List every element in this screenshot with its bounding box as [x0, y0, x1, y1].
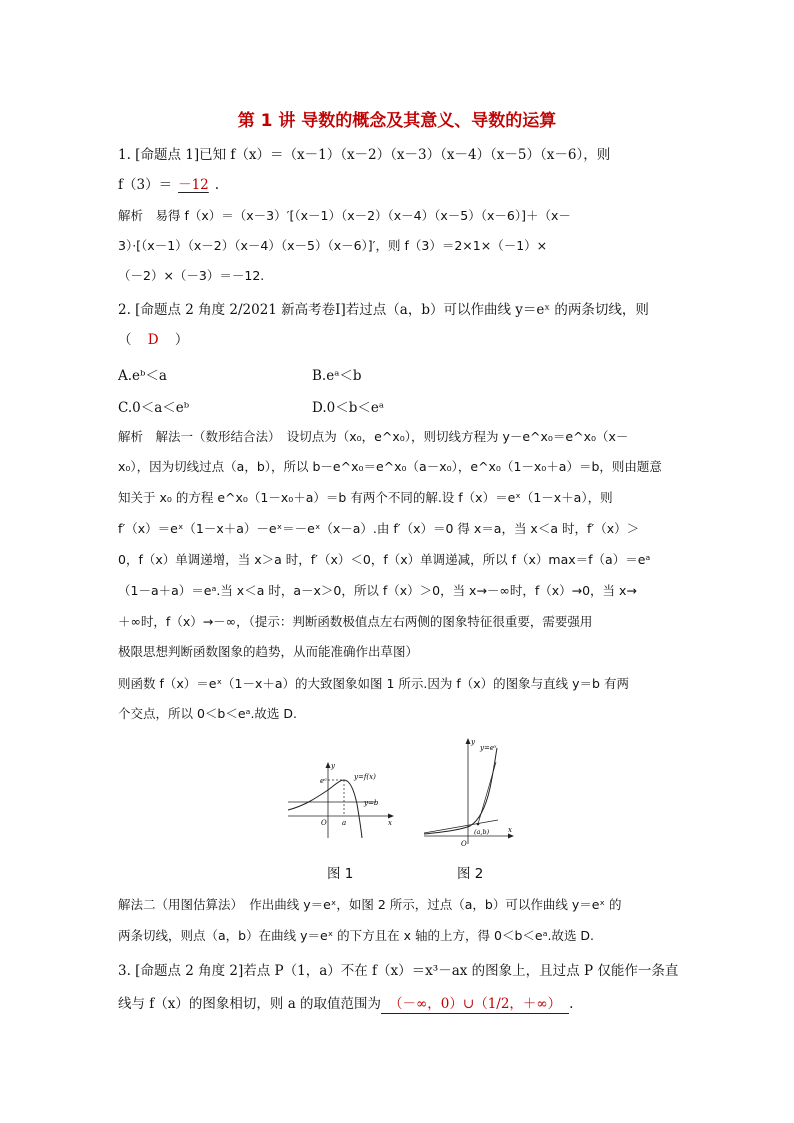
q2-paren-close: ） — [174, 332, 189, 348]
fig1-label-yb: y=b — [364, 799, 379, 807]
fig1-label-a: a — [342, 819, 347, 827]
fig2-label-origin: O — [461, 840, 467, 848]
fig2-y-arrow — [466, 738, 471, 744]
fig1-label-origin: O — [321, 819, 327, 827]
fig2-label-curve: y=eˣ — [480, 744, 497, 752]
fig2-label-x: x — [508, 826, 512, 834]
q2-option-d: D.0＜b＜eᵃ — [312, 400, 385, 416]
q1-stem-prefix: f（3）＝ — [118, 177, 173, 193]
q2-solution-line-5: 0，f（x）单调递增，当 x＞a 时，f′（x）＜0，f（x）单调递减，所以 f（x）max＝f（a）＝eᵃ — [118, 552, 651, 567]
q1-stem-line-1: 1. [命题点 1]已知 f（x）＝（x－1）（x－2）（x－3）（x－4）（x－5）（x－6），则 — [118, 147, 611, 163]
figure-1-graph — [284, 760, 396, 840]
q2-solution-line-3: 知关于 x₀ 的方程 e^x₀（1－x₀＋a）＝b 有两个不同的解.设 f（x）＝eˣ（1－x＋a），则 — [118, 490, 613, 505]
fig1-label-fx: y=f(x) — [354, 773, 376, 781]
q2-solution-line-10: 个交点，所以 0＜b＜eᵃ.故选 D. — [118, 706, 297, 721]
q1-answer: －12 — [178, 177, 209, 193]
q1-solution-line-3: （－2）×（－3）＝－12. — [118, 268, 265, 283]
q2-solution-line-6: （1－a＋a）＝eᵃ.当 x＜a 时，a－x＞0，所以 f（x）＞0，当 x→－∞时，f（x）→0，当 x→ — [118, 583, 637, 598]
q2-paren-open: （ — [118, 332, 132, 348]
fig1-y-arrow — [326, 762, 331, 768]
q2-method2-line-1: 解法二（用图估算法） 作出曲线 y＝eˣ，如图 2 所示，过点（a，b）可以作曲线 y＝eˣ 的 — [118, 897, 622, 912]
figure-1-caption: 图 1 — [327, 866, 354, 882]
fig2-x-arrow — [508, 834, 514, 839]
fig1-label-ea: eᵃ — [320, 777, 327, 785]
fig2-label-point: (a,b) — [474, 828, 490, 836]
figure-2-graph — [420, 736, 520, 848]
q2-stem-line-1: 2. [命题点 2 角度 2/2021 新高考卷Ⅰ]若过点（a，b）可以作曲线 y＝eˣ 的两条切线，则 — [118, 302, 649, 318]
fig2-label-y: y — [471, 738, 475, 746]
fig1-label-y: y — [331, 762, 335, 770]
q2-method2-line-2: 两条切线，则点（a，b）在曲线 y＝eˣ 的下方且在 x 轴的上方，得 0＜b＜eᵃ.故选 D. — [118, 928, 595, 943]
fig1-curve-fx — [288, 780, 362, 838]
q3-stem-suffix: . — [569, 996, 574, 1012]
page-title: 第 1 讲 导数的概念及其意义、导数的运算 — [237, 111, 557, 131]
figure-2-caption: 图 2 — [457, 866, 484, 882]
q1-solution-line-2: 3）·[（x－1）（x－2）（x－4）（x－5）（x－6）]′，则 f（3）＝2×1×（－1）× — [118, 238, 548, 253]
q3-answer: （－∞，0）∪（1/2，＋∞） — [381, 995, 569, 1014]
q2-solution-line-9: 则函数 f（x）＝eˣ（1－x＋a）的大致图象如图 1 所示.因为 f（x）的图象与直线 y＝b 有两 — [118, 676, 629, 691]
q2-answer-paren — [118, 331, 188, 349]
fig1-x-arrow — [388, 814, 394, 819]
q2-option-b: B.eᵃ＜b — [312, 368, 362, 384]
q2-solution-line-1: 解析 解法一（数形结合法） 设切点为（x₀，e^x₀），则切线方程为 y－e^x₀＝e^x₀（x－ — [118, 429, 629, 444]
q2-option-c: C.0＜a＜eᵇ — [118, 400, 190, 416]
fig2-curve-ex — [424, 748, 497, 834]
q3-stem-line-2 — [118, 995, 573, 1014]
q2-solution-line-8: 极限思想判断函数图象的趋势，从而能准确作出草图） — [118, 644, 419, 659]
q1-solution-line-1: 解析 易得 f（x）＝（x－3）′[（x－1）（x－2）（x－4）（x－5）（x－6）]＋（x－ — [118, 208, 571, 223]
fig1-label-x: x — [388, 819, 392, 827]
q2-solution-line-7: ＋∞时，f（x）→－∞，（提示：判断函数极值点左右两侧的图象特征很重要，需要强用 — [118, 614, 593, 629]
fig2-point-ab — [477, 823, 480, 826]
q3-stem-prefix: 线与 f（x）的图象相切，则 a 的取值范围为 — [118, 996, 382, 1012]
fig2-tangent-2 — [478, 762, 496, 824]
q2-solution-line-4: f′（x）＝eˣ（1－x＋a）－eˣ＝－eˣ（x－a）.由 f′（x）＝0 得 x＝a，当 x＜a 时，f′（x）＞ — [118, 521, 640, 536]
q1-stem-suffix: . — [214, 177, 220, 193]
q2-solution-line-2: x₀），因为切线过点（a，b），所以 b－e^x₀＝e^x₀（a－x₀），e^x₀（1－x₀＋a）＝b，则由题意 — [118, 459, 662, 474]
q2-answer: D — [147, 332, 159, 348]
q3-stem-line-1: 3. [命题点 2 角度 2]若点 P（1，a）不在 f（x）＝x³－ax 的图象上，且过点 P 仅能作一条直 — [118, 963, 679, 979]
q1-stem-line-2 — [118, 176, 219, 194]
q2-option-a: A.eᵇ＜a — [118, 368, 167, 384]
